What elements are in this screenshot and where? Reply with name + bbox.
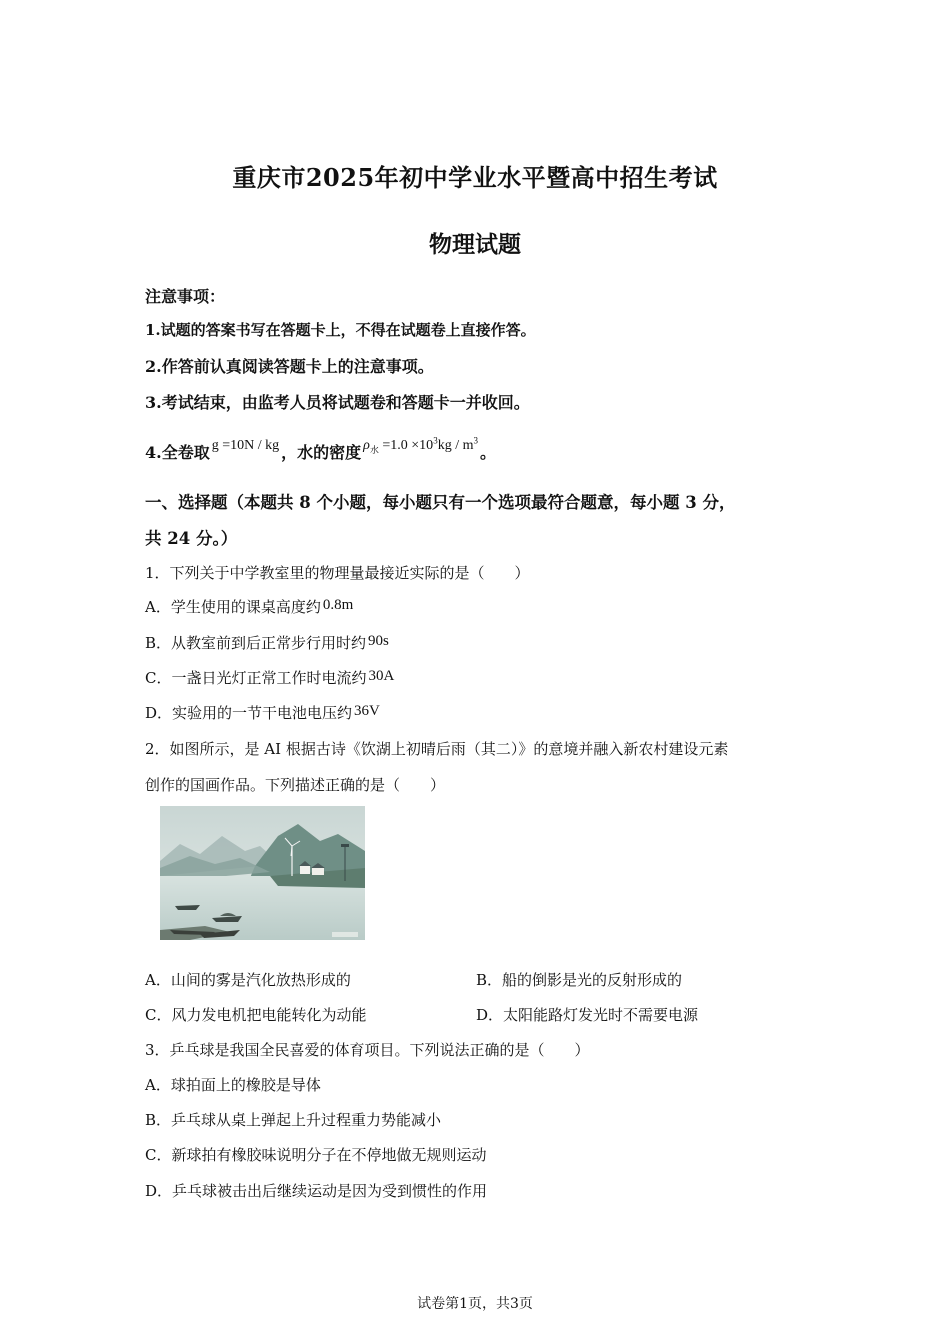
rho-unit-exponent: 3 <box>473 435 478 446</box>
note-item-4-mid: ，水的密度 <box>281 443 362 462</box>
note-item-4-prefix: 4.全卷取 <box>145 443 210 462</box>
q3-stem: 3．乒乓球是我国全民喜爱的体育项目。下列说法正确的是（ ） <box>145 1041 590 1059</box>
q1-option-d-value: 36V <box>354 703 380 719</box>
q1-option-a-value: 0.8m <box>322 597 354 613</box>
rho-subscript: 水 <box>369 444 379 455</box>
q3-option-d: D．乒乓球被击出后继续运动是因为受到惯性的作用 <box>145 1182 488 1200</box>
exam-title: 重庆市2025年初中学业水平暨高中招生考试 <box>232 163 718 192</box>
q2-option-c: C．风力发电机把电能转化为动能 <box>145 1006 367 1024</box>
q2-stem-line2: 创作的国画作品。下列描述正确的是（ ） <box>145 776 446 794</box>
note-item-4 <box>145 435 496 465</box>
q2-stem-line1: 2．如图所示，是 AI 根据古诗《饮湖上初晴后雨（其二）》的意境并融入新农村建设元素 <box>145 740 729 758</box>
q2-option-d: D．太阳能路灯发光时不需要电源 <box>476 1006 699 1024</box>
q1-option-b: B．从教室前到后正常步行用时约 90s <box>145 633 389 652</box>
rho-exponent: 3 <box>433 435 438 446</box>
q1-option-c: C．一盏日光灯正常工作时电流约 30A <box>145 668 395 687</box>
q1-option-c-value: 30A <box>368 668 395 684</box>
q1-option-b-value: 90s <box>368 633 389 649</box>
rho-value: =1.0 ×10 <box>378 438 434 453</box>
notes-heading: 注意事项： <box>145 287 226 306</box>
section-heading-line2: 共 24 分。） <box>145 529 238 548</box>
note-item-2: 2.作答前认真阅读答题卡上的注意事项。 <box>145 357 434 376</box>
gravity-formula: g =10N / kg <box>211 438 280 453</box>
q3-option-c: C．新球拍有橡胶味说明分子在不停地做无规则运动 <box>145 1146 487 1164</box>
landscape-painting-image <box>160 806 365 940</box>
q3-option-b: B．乒乓球从桌上弹起上升过程重力势能减小 <box>145 1111 442 1129</box>
note-item-4-suffix: 。 <box>479 443 496 462</box>
q1-option-d: D．实验用的一节干电池电压约 36V <box>145 703 380 722</box>
q2-option-b: B．船的倒影是光的反射形成的 <box>476 971 683 989</box>
note-item-1: 1.试题的答案书写在答题卡上，不得在试题卷上直接作答。 <box>145 321 536 339</box>
rho-symbol: ρ <box>363 438 370 453</box>
density-formula <box>363 435 478 455</box>
page-footer: 试卷第1页，共3页 <box>417 1296 533 1312</box>
rho-unit: kg / m <box>437 438 474 453</box>
note-item-3: 3.考试结束，由监考人员将试题卷和答题卡一并收回。 <box>145 393 530 412</box>
q2-option-a: A．山间的雾是汽化放热形成的 <box>145 971 351 989</box>
exam-subtitle: 物理试题 <box>429 231 521 258</box>
section-heading-line1: 一、选择题（本题共 8 个小题，每小题只有一个选项最符合题意，每小题 3 分， <box>145 493 736 512</box>
q1-stem: 1．下列关于中学教室里的物理量最接近实际的是（ ） <box>145 564 530 582</box>
q3-option-a: A．球拍面上的橡胶是导体 <box>145 1076 321 1094</box>
q1-option-a: A．学生使用的课桌高度约 0.8m <box>145 597 354 616</box>
